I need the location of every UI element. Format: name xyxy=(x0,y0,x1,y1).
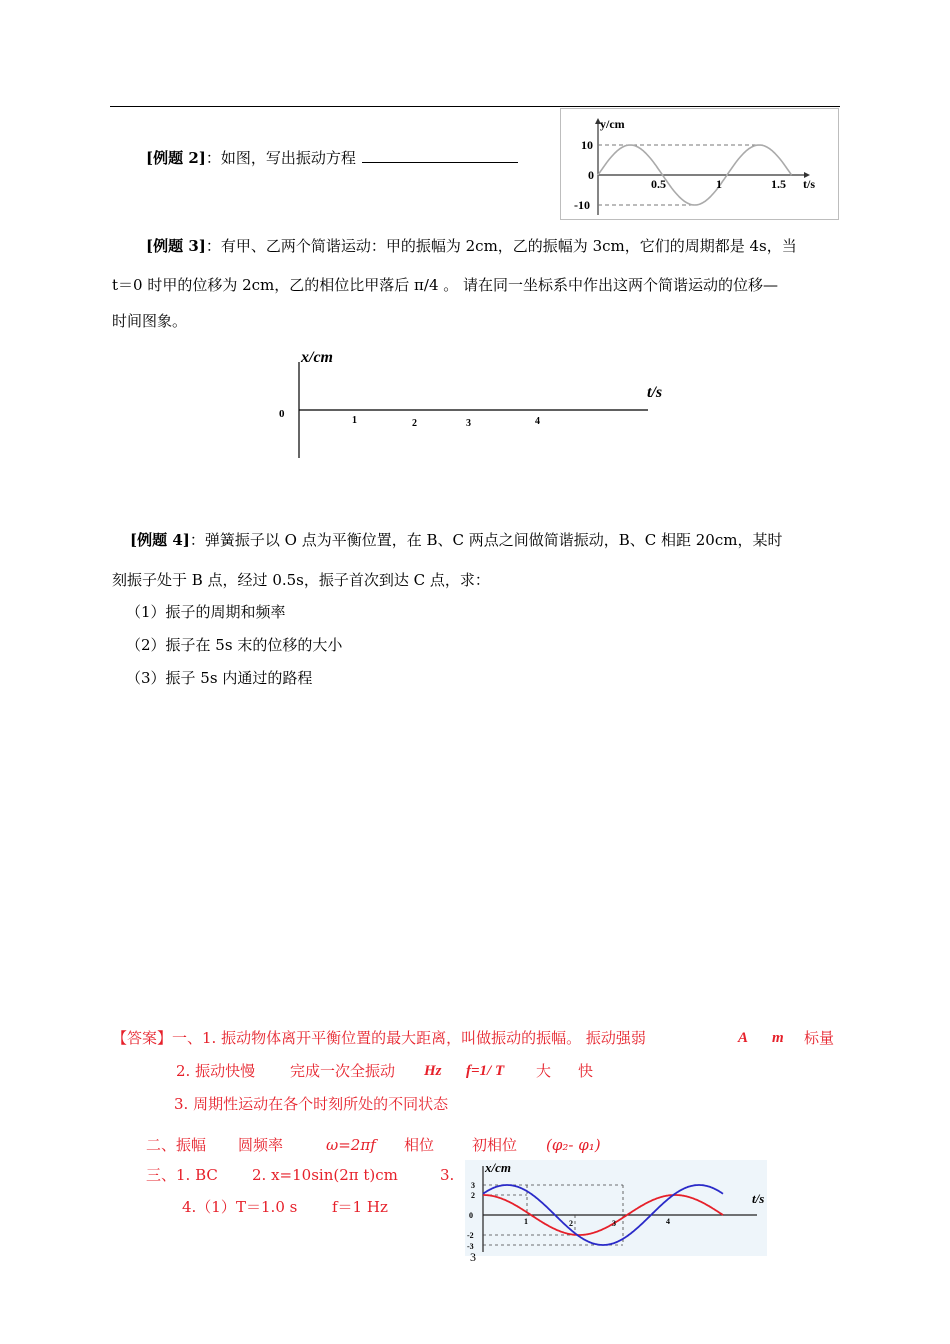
answer-2-full: 完成一次全振动 xyxy=(290,1062,396,1080)
x-tick-1.5: 1.5 xyxy=(771,177,786,191)
answer-2-prefix: 2. 振动快慢 xyxy=(176,1062,256,1080)
origin-label: 0 xyxy=(279,408,285,420)
answer-c2: 2. x=10sin(2π t)cm xyxy=(252,1166,398,1184)
answer-2-hz: Hz xyxy=(424,1063,442,1079)
header-rule xyxy=(110,106,840,107)
x-tick-2: 2 xyxy=(412,418,417,429)
example-2-label: [例题 2] xyxy=(146,149,206,167)
answer-b-init-phase: 初相位 xyxy=(472,1136,518,1154)
page-number: 3 xyxy=(470,1250,476,1264)
y-tick-max: 10 xyxy=(581,138,593,152)
example-2-text: ：如图，写出振动方程 xyxy=(205,149,356,167)
example-4-line1: [例题 4]：弹簧振子以 O 点为平衡位置，在 B、C 两点之间做简谐振动，B、C 相距 20cm，某时 xyxy=(130,531,783,549)
y-tick-2: 2 xyxy=(471,1191,475,1200)
answer-line-1: 【答案】一、1. 振动物体离开平衡位置的最大距离，叫做振动的振幅。 振动强弱 xyxy=(112,1029,646,1047)
y-tick-3: 3 xyxy=(471,1181,475,1190)
answer-c1: 三、1. BC xyxy=(146,1166,218,1184)
example-2-graph xyxy=(560,108,839,220)
answer-3: 3. 周期性运动在各个时刻所处的不同状态 xyxy=(174,1095,449,1113)
answer-c3: 3. xyxy=(440,1166,455,1184)
y-tick-min: -10 xyxy=(574,198,590,212)
y-axis-label: x/cm xyxy=(485,1160,511,1175)
example-3-line2: t＝0 时甲的位移为 2cm，乙的相位比甲落后 π/4 。 请在同一坐标系中作出这两个简谐运动的位移— xyxy=(112,276,779,294)
x-tick-0.5: 0.5 xyxy=(651,177,666,191)
y-tick-minus-3: -3 xyxy=(467,1242,474,1251)
answer-b-phase: 相位 xyxy=(404,1136,435,1154)
example-3-label: [例题 3] xyxy=(146,237,206,255)
answer-b-omega-eq: ω=2πf xyxy=(326,1136,376,1154)
answer-2-fast: 快 xyxy=(578,1062,594,1080)
x-tick-3: 3 xyxy=(466,418,471,429)
x-tick-1: 1 xyxy=(716,177,722,191)
answer-2-f: f=1/ T xyxy=(466,1063,505,1079)
answer-c4-T: T＝1.0 s xyxy=(236,1198,298,1216)
example-3-line3: 时间图象。 xyxy=(112,312,188,330)
question-1: （1）振子的周期和频率 xyxy=(126,603,286,621)
x-tick-3: 3 xyxy=(612,1219,616,1228)
example-4-line2: 刻振子处于 B 点，经过 0.5s，振子首次到达 C 点，求： xyxy=(112,571,490,589)
example-3-line1: [例题 3]：有甲、乙两个简谐运动：甲的振幅为 2cm，乙的振幅为 3cm，它们的周期都是 4s，当 xyxy=(146,237,797,255)
x-tick-4: 4 xyxy=(535,416,540,427)
example-2 xyxy=(146,148,518,168)
origin-label: 0 xyxy=(588,168,594,182)
answer-b-omega-name: 圆频率 xyxy=(238,1136,284,1154)
x-tick-1: 1 xyxy=(352,415,357,426)
x-tick-1: 1 xyxy=(524,1217,528,1226)
y-tick-0: 0 xyxy=(469,1211,473,1220)
example-3-blank-graph xyxy=(270,340,690,462)
example-4-label: [例题 4] xyxy=(130,531,190,549)
x-axis-label: t/s xyxy=(647,384,663,401)
x-tick-2: 2 xyxy=(569,1219,573,1228)
question-2: （2）振子在 5s 末的位移的大小 xyxy=(126,636,343,654)
answer-blank xyxy=(362,148,518,163)
y-axis-label: y/cm xyxy=(600,117,625,131)
answer-graph xyxy=(465,1160,767,1256)
answer-scalar: 标量 xyxy=(804,1029,835,1047)
x-axis-label: t/s xyxy=(803,177,815,191)
answer-m: m xyxy=(772,1030,784,1046)
answer-title: 【答案】 xyxy=(112,1029,173,1047)
answer-b-diff: (φ₂- φ₁) xyxy=(546,1136,601,1154)
answer-A: A xyxy=(738,1030,749,1046)
question-3: （3）振子 5s 内通过的路程 xyxy=(126,669,313,687)
answer-c4-f: f＝1 Hz xyxy=(332,1198,388,1216)
answer-b-prefix: 二、振幅 xyxy=(146,1136,207,1154)
y-tick-minus-2: -2 xyxy=(467,1231,474,1240)
y-axis-label: x/cm xyxy=(301,349,333,366)
x-axis-label: t/s xyxy=(752,1191,765,1206)
answer-c4-prefix: 4.（1） xyxy=(182,1198,236,1216)
answer-2-big: 大 xyxy=(536,1062,552,1080)
x-tick-4: 4 xyxy=(666,1217,670,1226)
